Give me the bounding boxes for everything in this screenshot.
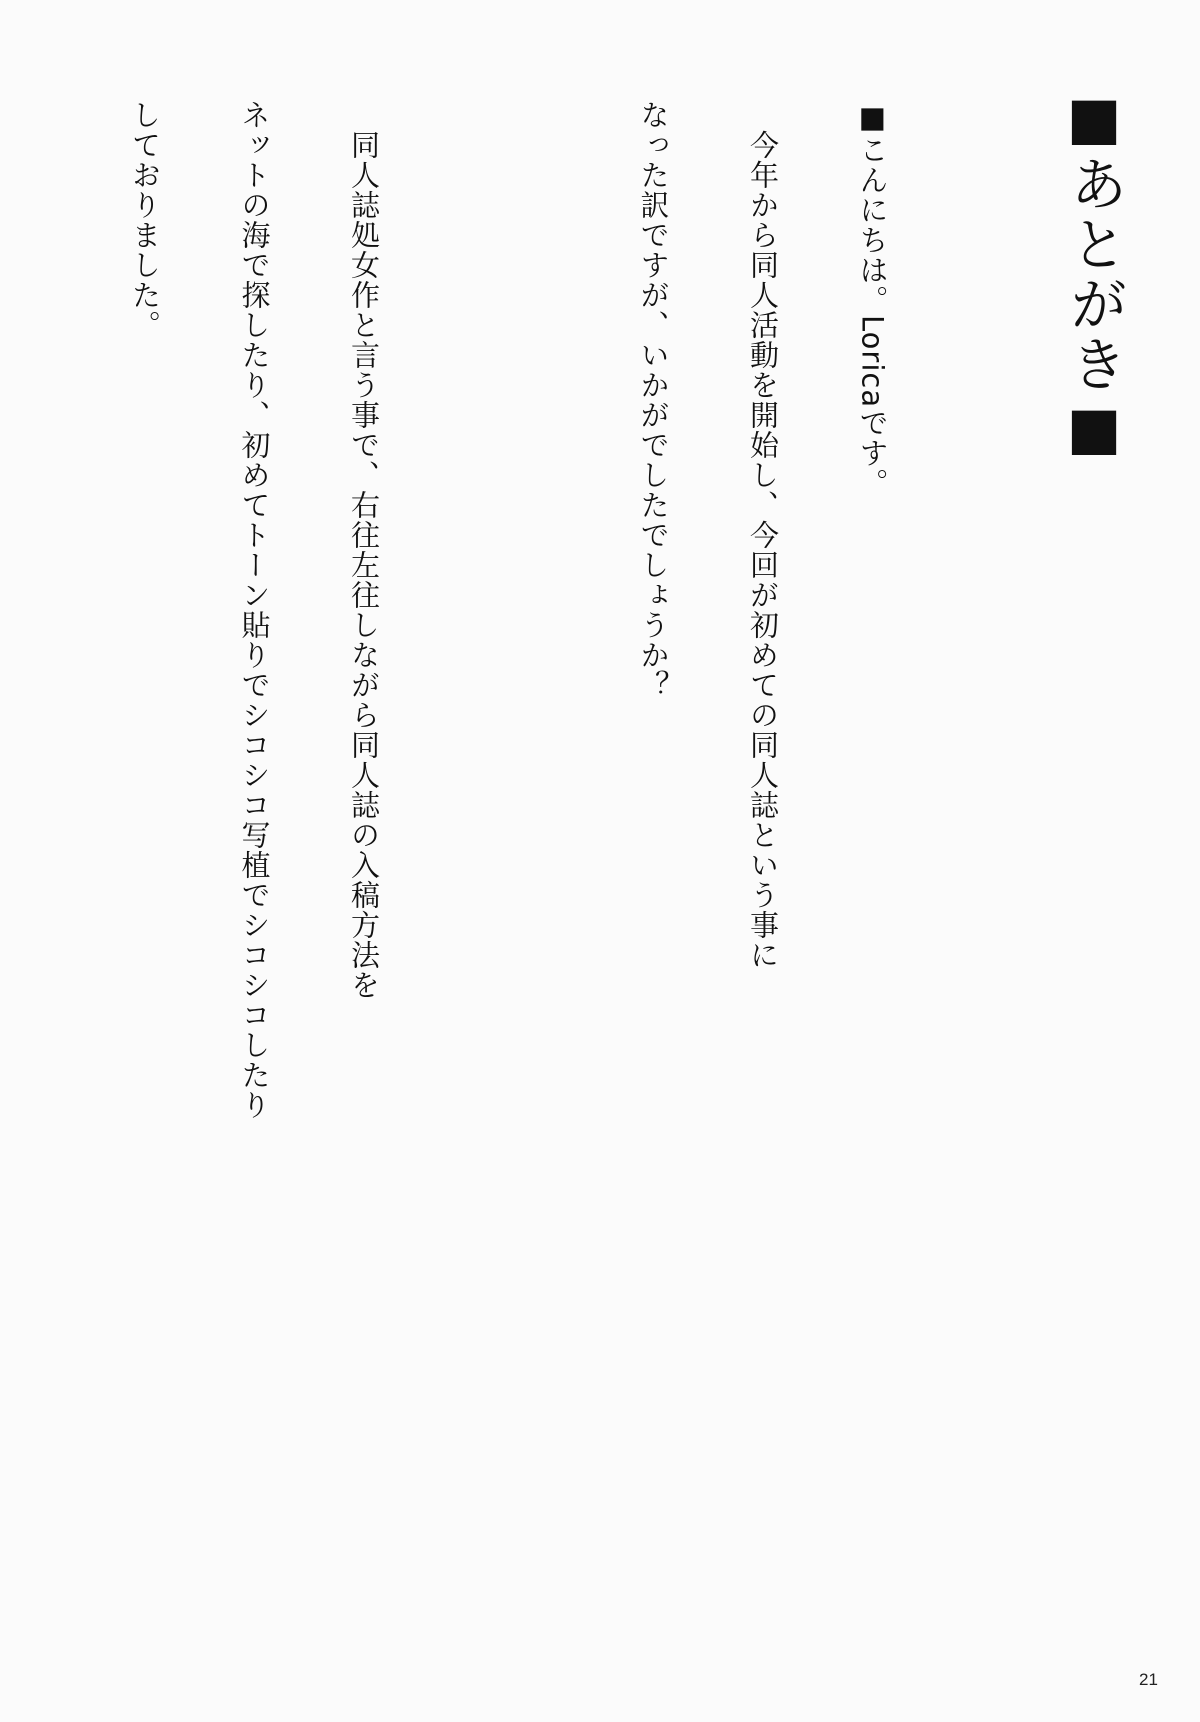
- text-line: なった訳ですが、いかがでしたでしょうか？: [636, 100, 671, 700]
- text-line: しておりました。: [128, 100, 162, 340]
- text-line: 今年から同人活動を開始し、今回が初めての同人誌という事に: [746, 130, 780, 970]
- page-number: 21: [1139, 1670, 1158, 1689]
- afterword-body: [0, 100, 1000, 1600]
- text-line: ■こんにちは。Loricaです。: [855, 100, 890, 499]
- text-line: 同人誌処女作と言う事で、右往左往しながら同人誌の入稿方法を: [347, 130, 381, 1000]
- paragraph-gap: [20, 100, 54, 1600]
- afterword-heading: ■あとがき■: [1060, 84, 1128, 464]
- paragraph-gap: [528, 100, 562, 1600]
- text-line: ネットの海で探したり、初めてトーン貼りでシコシコ写植でシコシコしたり: [237, 100, 272, 1120]
